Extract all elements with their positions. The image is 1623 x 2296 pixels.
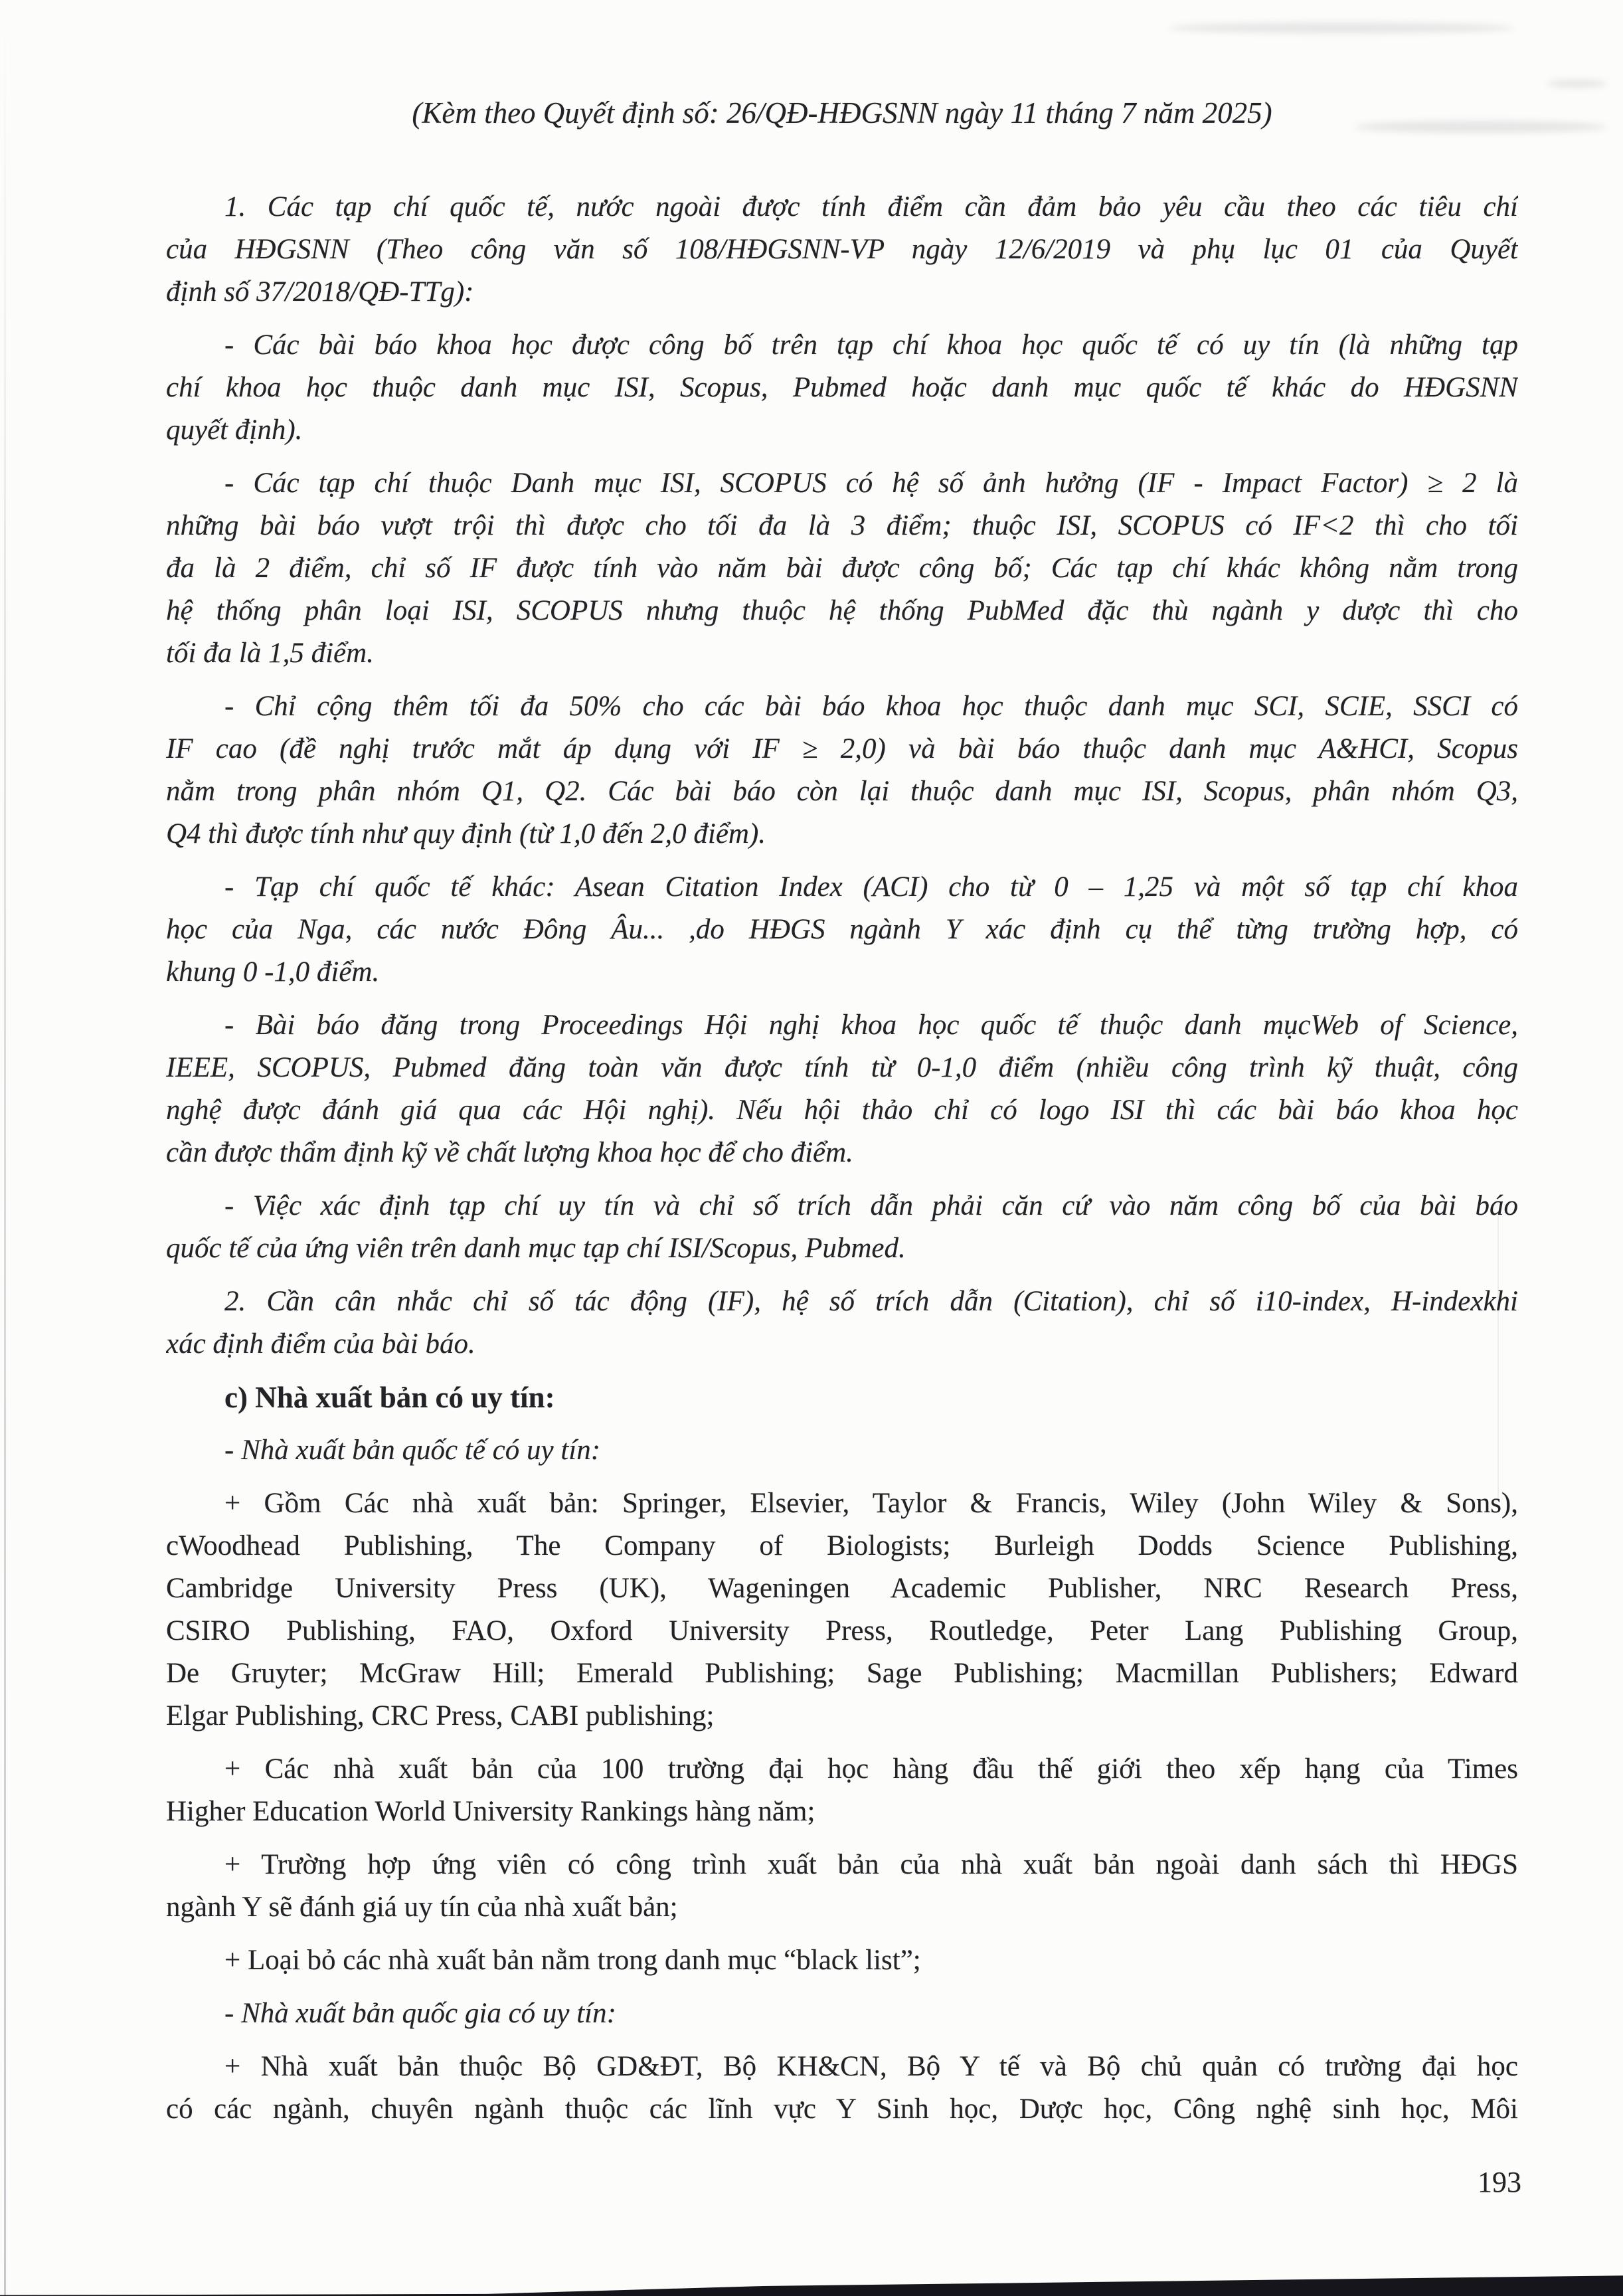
text-line: + Gồm Các nhà xuất bản: Springer, Elsevier, Taylor & Francis, Wiley (John Wiley & Sons), [224, 1488, 1518, 1519]
text-line: + Loại bỏ các nhà xuất bản nằm trong danh mục “black list”; [224, 1945, 921, 1976]
paragraph [166, 1376, 1518, 1419]
attachment-note: (Kèm theo Quyết định số: 26/QĐ-HĐGSNN ngày 11 tháng 7 năm 2025) [412, 96, 1272, 130]
text-line: - Nhà xuất bản quốc gia có uy tín: [224, 1998, 616, 2029]
text-line: - Bài báo đăng trong Proceedings Hội nghị khoa học quốc tế thuộc danh mụcWeb of Science, [224, 1010, 1518, 1041]
text-line: đa là 2 điểm, chỉ số IF được tính vào năm bài được công bố; Các tạp chí khác không nằm trong [166, 553, 1518, 584]
text-line: chí khoa học thuộc danh mục ISI, Scopus, Pubmed hoặc danh mục quốc tế khác do HĐGSNN [166, 372, 1518, 403]
text-line: - Các tạp chí thuộc Danh mục ISI, SCOPUS có hệ số ảnh hưởng (IF - Impact Factor) ≥ 2 là [224, 468, 1518, 499]
text-line: khung 0 -1,0 điểm. [166, 956, 380, 988]
text-line: - Tạp chí quốc tế khác: Asean Citation Index (ACI) cho từ 0 – 1,25 và một số tạp chí khoa [224, 871, 1518, 903]
paragraph [166, 866, 1518, 994]
paragraph [166, 1939, 1518, 1982]
text-line: Cambridge University Press (UK), Wageningen Academic Publisher, NRC Research Press, [166, 1573, 1518, 1604]
text-line: ngành Y sẽ đánh giá uy tín của nhà xuất bản; [166, 1892, 678, 1923]
paragraph [166, 1992, 1518, 2035]
document-body [166, 186, 1518, 2131]
text-line: tối đa là 1,5 điểm. [166, 638, 374, 669]
text-line: - Việc xác định tạp chí uy tín và chỉ số trích dẫn phải căn cứ vào năm công bố của bài báo [224, 1190, 1518, 1221]
text-line: + Các nhà xuất bản của 100 trường đại học hàng đầu thế giới theo xếp hạng của Times [224, 1753, 1518, 1785]
paragraph [166, 324, 1518, 452]
text-line: xác định điểm của bài báo. [166, 1328, 475, 1360]
text-line: IF cao (đề nghị trước mắt áp dụng với IF ≥ 2,0) và bài báo thuộc danh mục A&HCI, Scopus [166, 733, 1518, 764]
text-line: CSIRO Publishing, FAO, Oxford University Press, Routledge, Peter Lang Publishing Group, [166, 1615, 1518, 1646]
paragraph [166, 1748, 1518, 1833]
text-line: định số 37/2018/QĐ-TTg): [166, 276, 474, 308]
text-line: - Các bài báo khoa học được công bố trên tạp chí khoa học quốc tế có uy tín (là những tạp [224, 329, 1518, 361]
text-line: - Chỉ cộng thêm tối đa 50% cho các bài báo khoa học thuộc danh mục SCI, SCIE, SSCI có [224, 691, 1518, 722]
paragraph [166, 685, 1518, 855]
paragraph [166, 186, 1518, 313]
text-line: + Trường hợp ứng viên có công trình xuất bản của nhà xuất bản ngoài danh sách thì HĐGS [224, 1849, 1518, 1880]
paragraph [166, 462, 1518, 675]
paragraph [166, 2046, 1518, 2131]
text-line: học của Nga, các nước Đông Âu... ,do HĐGS ngành Y xác định cụ thể từng trường hợp, có [166, 914, 1518, 945]
text-line: hệ thống phân loại ISI, SCOPUS nhưng thuộc hệ thống PubMed đặc thù ngành y dược thì cho [166, 595, 1518, 626]
text-line: những bài báo vượt trội thì được cho tối đa là 3 điểm; thuộc ISI, SCOPUS có IF<2 thì cho tối [166, 510, 1518, 541]
paragraph [166, 1482, 1518, 1737]
paragraph [166, 1004, 1518, 1174]
text-line: IEEE, SCOPUS, Pubmed đăng toàn văn được tính từ 0-1,0 điểm (nhiều công trình kỹ thuật, công [166, 1052, 1518, 1083]
text-line: Q4 thì được tính như quy định (từ 1,0 đến 2,0 điểm). [166, 818, 766, 849]
text-line: nghệ được đánh giá qua các Hội nghị). Nếu hội thảo chỉ có logo ISI thì các bài báo khoa học [166, 1095, 1518, 1126]
page-number: 193 [1478, 2166, 1521, 2198]
text-line: có các ngành, chuyên ngành thuộc các lĩnh vực Y Sinh học, Dược học, Công nghệ sinh học, Môi [166, 2093, 1518, 2125]
scan-edge-line [4, 0, 6, 2296]
paragraph [166, 1844, 1518, 1929]
text-line: De Gruyter; McGraw Hill; Emerald Publishing; Sage Publishing; Macmillan Publishers; Edward [166, 1658, 1518, 1689]
text-line: Elgar Publishing, CRC Press, CABI publishing; [166, 1700, 715, 1731]
document-content [166, 0, 1518, 2131]
text-line: quyết định). [166, 414, 303, 446]
text-line: c) Nhà xuất bản có uy tín: [224, 1381, 555, 1414]
text-line: Higher Education World University Rankings hàng năm; [166, 1796, 815, 1827]
text-line: cần được thẩm định kỹ về chất lượng khoa học để cho điểm. [166, 1137, 853, 1168]
paragraph [166, 1280, 1518, 1366]
paragraph [166, 1429, 1518, 1472]
text-line: của HĐGSNN (Theo công văn số 108/HĐGSNN-VP ngày 12/6/2019 và phụ lục 01 của Quyết [166, 234, 1518, 265]
scan-smudge [1547, 80, 1607, 88]
text-line: 2. Cần cân nhắc chỉ số tác động (IF), hệ số trích dẫn (Citation), chỉ số i10-index, H-indexkhi [224, 1286, 1518, 1317]
text-line: nằm trong phân nhóm Q1, Q2. Các bài báo còn lại thuộc danh mục ISI, Scopus, phân nhóm Q3, [166, 776, 1518, 807]
text-line: 1. Các tạp chí quốc tế, nước ngoài được tính điểm cần đảm bảo yêu cầu theo các tiêu chí [224, 191, 1518, 222]
text-line: quốc tế của ứng viên trên danh mục tạp chí ISI/Scopus, Pubmed. [166, 1233, 906, 1264]
text-line: + Nhà xuất bản thuộc Bộ GD&ĐT, Bộ KH&CN, Bộ Y tế và Bộ chủ quản có trường đại học [224, 2051, 1518, 2082]
scan-bottom-bar [0, 2267, 1623, 2296]
text-line: cWoodhead Publishing, The Company of Biologists; Burleigh Dodds Science Publishing, [166, 1530, 1518, 1561]
text-line: - Nhà xuất bản quốc tế có uy tín: [224, 1435, 601, 1466]
paragraph [166, 1185, 1518, 1270]
